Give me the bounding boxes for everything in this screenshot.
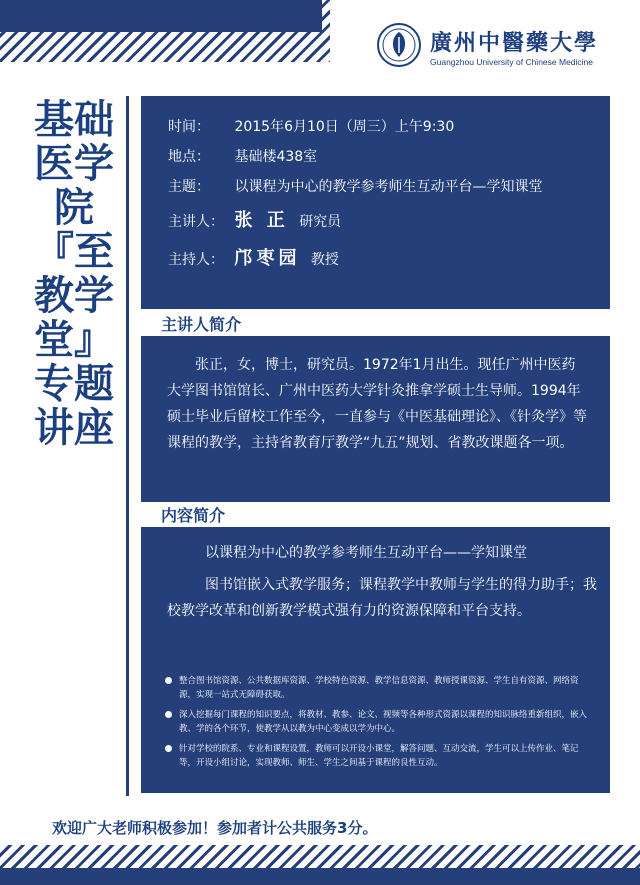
list-item-text: 深入挖掘每门课程的知识要点，将教材、教参、论文、视频等各种形式资源以课程的知识脉络重新组织，嵌入教、学的各个环节，使教学从以教为中心变成以学为中心。 <box>179 710 588 734</box>
content-intro-heading: 内容简介 <box>141 502 341 530</box>
welcome-note: 欢迎广大老师积极参加！参加者计公共服务3分。 <box>52 819 378 837</box>
speaker-row <box>168 206 341 232</box>
bullet-icon <box>165 677 172 684</box>
speaker-name: 张 正 <box>234 210 289 231</box>
time-label: 时间： <box>168 119 210 135</box>
university-name-cn: 廣州中醫藥大學 <box>430 30 599 56</box>
content-intro-panel <box>141 528 610 793</box>
list-item <box>165 742 595 770</box>
list-item <box>165 708 595 736</box>
list-item <box>165 674 595 702</box>
host-name: 邝枣园 <box>234 248 301 269</box>
university-name-en: Guangzhou University of Chinese Medicine <box>430 57 594 67</box>
bullet-icon <box>165 745 172 752</box>
time-row <box>168 116 454 136</box>
host-label: 主持人： <box>168 252 224 268</box>
speaker-label: 主讲人： <box>168 214 224 230</box>
content-tagline: 以课程为中心的教学参考师生互动平台——学知课堂 <box>205 545 527 561</box>
lecture-series-title: 基础医学院『至教学堂』专题讲座 <box>34 97 114 451</box>
vertical-divider <box>126 96 129 796</box>
bullet-icon <box>165 711 172 718</box>
topic-value: 以课程为中心的教学参考师生互动平台—学知课堂 <box>234 179 543 195</box>
feature-list <box>165 674 595 776</box>
list-item-text: 整合图书馆资源、公共数据库资源、学校特色资源、教学信息资源、教师授课资源、学生自有资源、网络资源，实现一站式无障碍获取。 <box>179 676 579 700</box>
speaker-intro-heading: 主讲人简介 <box>141 311 341 339</box>
place-value: 基础楼438室 <box>234 149 318 165</box>
list-item-text: 针对学校的院系、专业和课程设置，教师可以开设小课堂，解答问题、互动交流，学生可以上传作业、笔记等，开设小组讨论，实现教师、师生、学生之间基于课程的良性互动。 <box>179 744 579 768</box>
topic-row <box>168 176 542 196</box>
place-label: 地点： <box>168 149 210 165</box>
content-paragraph: 图书馆嵌入式教学服务；课程教学中教师与学生的得力助手；我校教学改革和创新教学模式强有力的资源保障和平台支持。 <box>167 577 597 619</box>
university-seal-icon <box>376 22 422 68</box>
topic-label: 主题： <box>168 179 210 195</box>
speaker-bio: 张正，女，博士，研究员。1972年1月出生。现任广州中医药大学图书馆馆长、广州中医药大学针灸推拿学硕士生导师。1994年硕士毕业后留校工作至今，一直参与《中医基础理论》、《针灸学》等课程的教学，主持省教育厅教学“九五”规划、省教改课题各一项。 <box>167 357 587 451</box>
top-bar-decoration <box>0 0 322 32</box>
speaker-bio-panel <box>141 338 610 502</box>
speaker-title: 研究员 <box>299 214 342 230</box>
place-row <box>168 146 317 166</box>
host-row <box>168 244 339 270</box>
time-value: 2015年6月10日（周三）上午9:30 <box>234 119 455 135</box>
bottom-bar-decoration <box>0 868 640 885</box>
event-info-panel <box>141 96 610 309</box>
host-title: 教授 <box>310 252 339 268</box>
